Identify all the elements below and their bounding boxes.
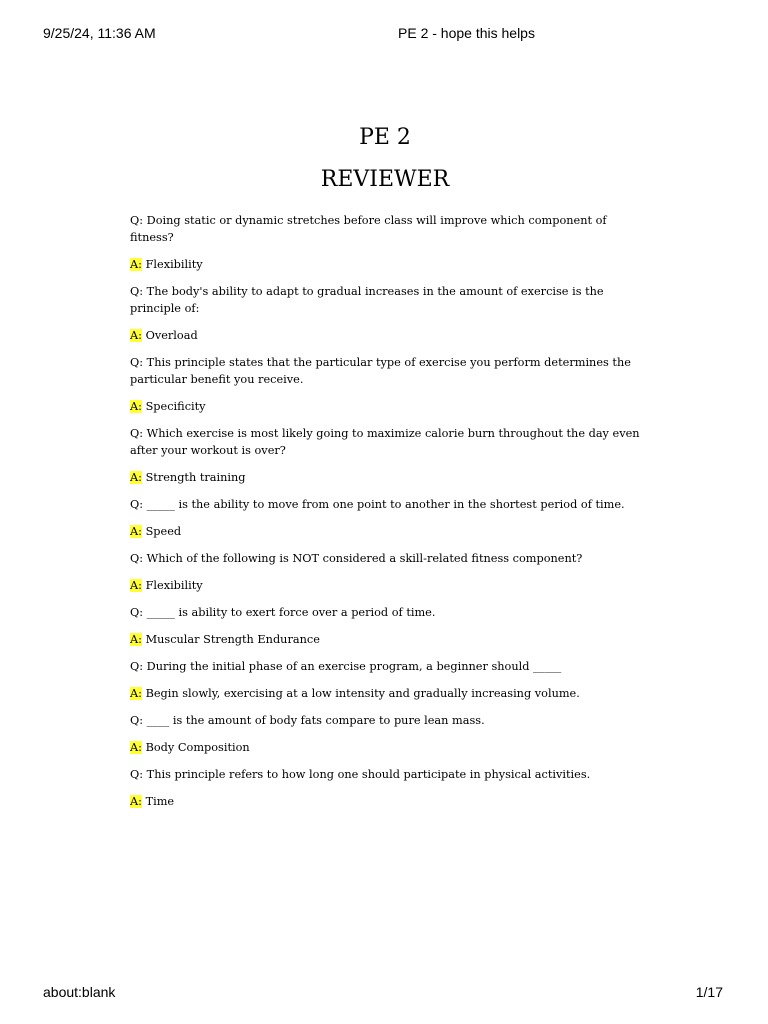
- answer-text: [130, 398, 640, 415]
- answer-text: [130, 469, 640, 486]
- question-text: Q: This principle refers to how long one should participate in physical activities.: [130, 768, 591, 781]
- question-text: Q: Doing static or dynamic stretches before class will improve which component of fitness?: [130, 214, 607, 244]
- answer-label: A:: [130, 633, 142, 646]
- answer-value: Flexibility: [145, 258, 203, 271]
- answer-text: [130, 577, 640, 594]
- answer-label: A:: [130, 258, 142, 271]
- question-text: Q: Which exercise is most likely going to maximize calorie burn throughout the day even after your workout is over?: [130, 427, 640, 457]
- answer-label: A:: [130, 687, 142, 700]
- answer-value: Muscular Strength Endurance: [145, 633, 320, 646]
- print-header: [43, 25, 725, 43]
- answer-label: A:: [130, 741, 142, 754]
- question-text: Q: This principle states that the particular type of exercise you perform determines the particular benefit you receive.: [130, 356, 631, 386]
- answer-text: [130, 256, 640, 273]
- answer-value: Strength training: [145, 471, 246, 484]
- answer-value: Specificity: [145, 400, 206, 413]
- answer-label: A:: [130, 525, 142, 538]
- question-text: Q: ____ is the amount of body fats compare to pure lean mass.: [130, 714, 485, 727]
- answer-text: [130, 327, 640, 344]
- answer-text: [130, 631, 640, 648]
- answer-text: [130, 739, 640, 756]
- question-text: Q: _____ is the ability to move from one point to another in the shortest period of time.: [130, 498, 625, 511]
- answer-value: Begin slowly, exercising at a low intensity and gradually increasing volume.: [145, 687, 580, 700]
- qa-list: [130, 212, 640, 810]
- print-doc-title: PE 2 - hope this helps: [398, 25, 535, 41]
- print-url: about:blank: [43, 984, 116, 1000]
- answer-value: Time: [145, 795, 175, 808]
- answer-text: [130, 685, 640, 702]
- question-text: Q: The body's ability to adapt to gradual increases in the amount of exercise is the principle of:: [130, 285, 604, 315]
- document-subtitle: REVIEWER: [320, 167, 450, 192]
- print-footer: [43, 984, 725, 1002]
- answer-text: [130, 793, 640, 810]
- answer-label: A:: [130, 579, 142, 592]
- question-text: Q: Which of the following is NOT considered a skill-related fitness component?: [130, 552, 583, 565]
- answer-value: Overload: [145, 329, 198, 342]
- answer-value: Body Composition: [145, 741, 250, 754]
- question-text: Q: _____ is ability to exert force over a period of time.: [130, 606, 436, 619]
- question-text: Q: During the initial phase of an exercise program, a beginner should _____: [130, 660, 562, 673]
- answer-value: Speed: [145, 525, 182, 538]
- answer-value: Flexibility: [145, 579, 203, 592]
- page-number: 1/17: [695, 984, 723, 1000]
- print-datetime: 9/25/24, 11:36 AM: [43, 25, 156, 41]
- answer-label: A:: [130, 795, 142, 808]
- document-title: PE 2: [359, 125, 411, 150]
- document-body: [130, 123, 640, 820]
- answer-text: [130, 523, 640, 540]
- answer-label: A:: [130, 400, 142, 413]
- answer-label: A:: [130, 329, 142, 342]
- answer-label: A:: [130, 471, 142, 484]
